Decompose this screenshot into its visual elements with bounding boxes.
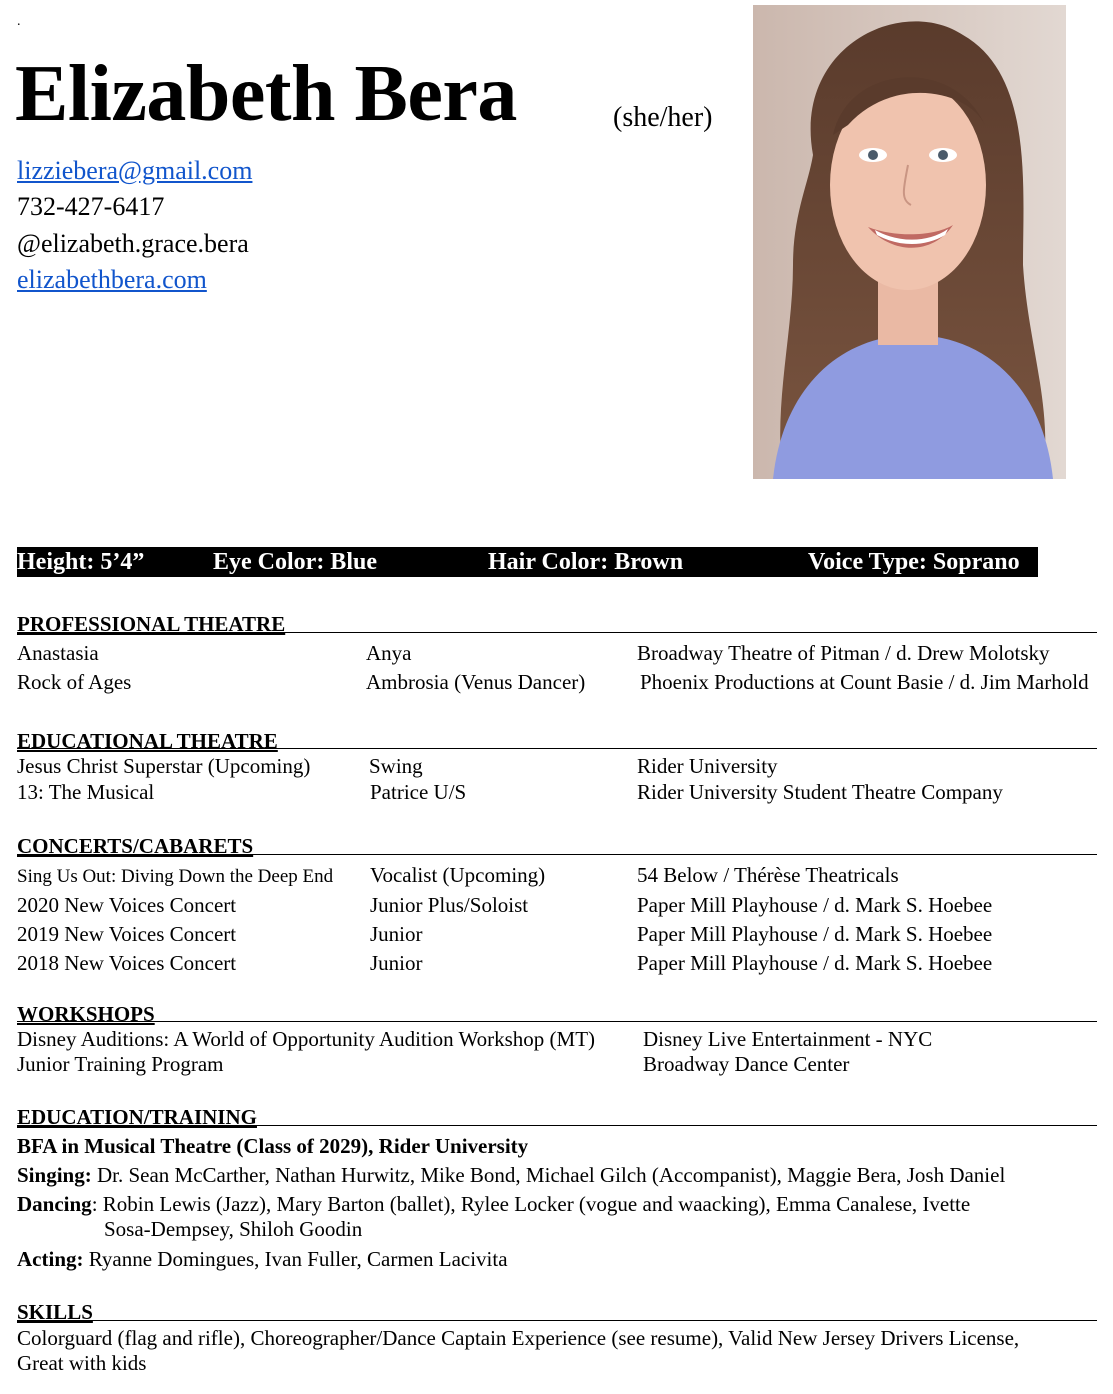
acting-line	[17, 1247, 508, 1272]
workshop-venue: Disney Live Entertainment - NYC	[643, 1027, 933, 1051]
credit-role: Ambrosia (Venus Dancer)	[366, 670, 586, 694]
credit-role: Junior	[370, 922, 423, 946]
credit-venue: Phoenix Productions at Count Basie / d. Jim Marhold	[640, 670, 1089, 694]
credit-show: 2020 New Voices Concert	[17, 893, 237, 917]
stray-dot: .	[17, 14, 21, 29]
credit-role: Vocalist (Upcoming)	[370, 863, 546, 887]
credit-venue: Rider University Student Theatre Company	[637, 780, 1003, 804]
hair-color-stat: Hair Color: Brown	[488, 549, 684, 575]
pronouns: (she/her)	[613, 102, 713, 133]
workshop-name: Junior Training Program	[17, 1052, 224, 1076]
dancing-line	[17, 1192, 970, 1217]
section-rule	[17, 1021, 1097, 1022]
credit-show: Jesus Christ Superstar (Upcoming)	[17, 754, 311, 778]
credit-role: Anya	[366, 641, 412, 665]
workshop-venue: Broadway Dance Center	[643, 1052, 850, 1076]
section-title-professional: PROFESSIONAL THEATRE	[17, 612, 286, 636]
acting-teachers: Ryanne Domingues, Ivan Fuller, Carmen Lacivita	[83, 1247, 508, 1271]
skills-line-2: Great with kids	[17, 1351, 147, 1375]
email-link[interactable]: lizziebera@gmail.com	[17, 156, 253, 185]
stats-bar	[17, 547, 1038, 577]
section-rule	[17, 632, 1097, 633]
section-rule	[17, 1320, 1097, 1321]
section-title-education: EDUCATION/TRAINING	[17, 1105, 257, 1129]
website-link[interactable]: elizabethbera.com	[17, 265, 207, 294]
dancing-line-continued: Sosa-Dempsey, Shiloh Goodin	[104, 1217, 363, 1241]
degree-line: BFA in Musical Theatre (Class of 2029), Rider University	[17, 1134, 529, 1158]
height-stat: Height: 5’4”	[17, 549, 145, 575]
credit-venue: Paper Mill Playhouse / d. Mark S. Hoebee	[637, 893, 993, 917]
eye-color-stat: Eye Color: Blue	[213, 549, 377, 575]
headshot-illustration	[753, 5, 1066, 479]
dancing-teachers: : Robin Lewis (Jazz), Mary Barton (ballet), Rylee Locker (vogue and waacking), Emma Canalese, Ivette	[91, 1192, 971, 1216]
section-title-workshops: WORKSHOPS	[17, 1002, 155, 1026]
section-title-skills: SKILLS	[17, 1300, 93, 1324]
credit-show: 2019 New Voices Concert	[17, 922, 237, 946]
credit-role: Patrice U/S	[370, 780, 467, 804]
credit-show: Rock of Ages	[17, 670, 132, 694]
headshot-photo	[753, 5, 1066, 479]
dancing-label: Dancing	[17, 1192, 92, 1216]
credit-role: Swing	[369, 754, 423, 778]
credit-venue: Paper Mill Playhouse / d. Mark S. Hoebee	[637, 951, 993, 975]
credit-show: 13: The Musical	[17, 780, 155, 804]
section-rule	[17, 1125, 1097, 1126]
section-rule	[17, 748, 1097, 749]
phone-number: 732-427-6417	[17, 192, 165, 221]
singing-line	[17, 1163, 1005, 1188]
workshop-name: Disney Auditions: A World of Opportunity Audition Workshop (MT)	[17, 1027, 596, 1051]
name-heading: Elizabeth Bera	[15, 50, 517, 138]
credit-venue: Paper Mill Playhouse / d. Mark S. Hoebee	[637, 922, 993, 946]
credit-role: Junior	[370, 951, 423, 975]
acting-label: Acting:	[17, 1247, 84, 1271]
credit-show: Anastasia	[17, 641, 99, 665]
section-rule	[17, 854, 1097, 855]
skills-line-1: Colorguard (flag and rifle), Choreographer/Dance Captain Experience (see resume), Valid New Jersey Drivers License,	[17, 1326, 1020, 1350]
credit-venue: Broadway Theatre of Pitman / d. Drew Molotsky	[637, 641, 1050, 665]
section-title-concerts: CONCERTS/CABARETS	[17, 834, 254, 858]
singing-label: Singing:	[17, 1163, 92, 1187]
voice-type-stat: Voice Type: Soprano	[808, 549, 1020, 575]
credit-role: Junior Plus/Soloist	[370, 893, 529, 917]
section-title-educational: EDUCATIONAL THEATRE	[17, 729, 278, 753]
singing-teachers: Dr. Sean McCarther, Nathan Hurwitz, Mike Bond, Michael Gilch (Accompanist), Maggie Bera, Josh Daniel	[91, 1163, 1006, 1187]
credit-show: Sing Us Out: Diving Down the Deep End	[17, 866, 334, 887]
credit-show: 2018 New Voices Concert	[17, 951, 237, 975]
instagram-handle: @elizabeth.grace.bera	[17, 229, 249, 258]
credit-venue: Rider University	[637, 754, 778, 778]
credit-venue: 54 Below / Thérèse Theatricals	[637, 863, 899, 887]
